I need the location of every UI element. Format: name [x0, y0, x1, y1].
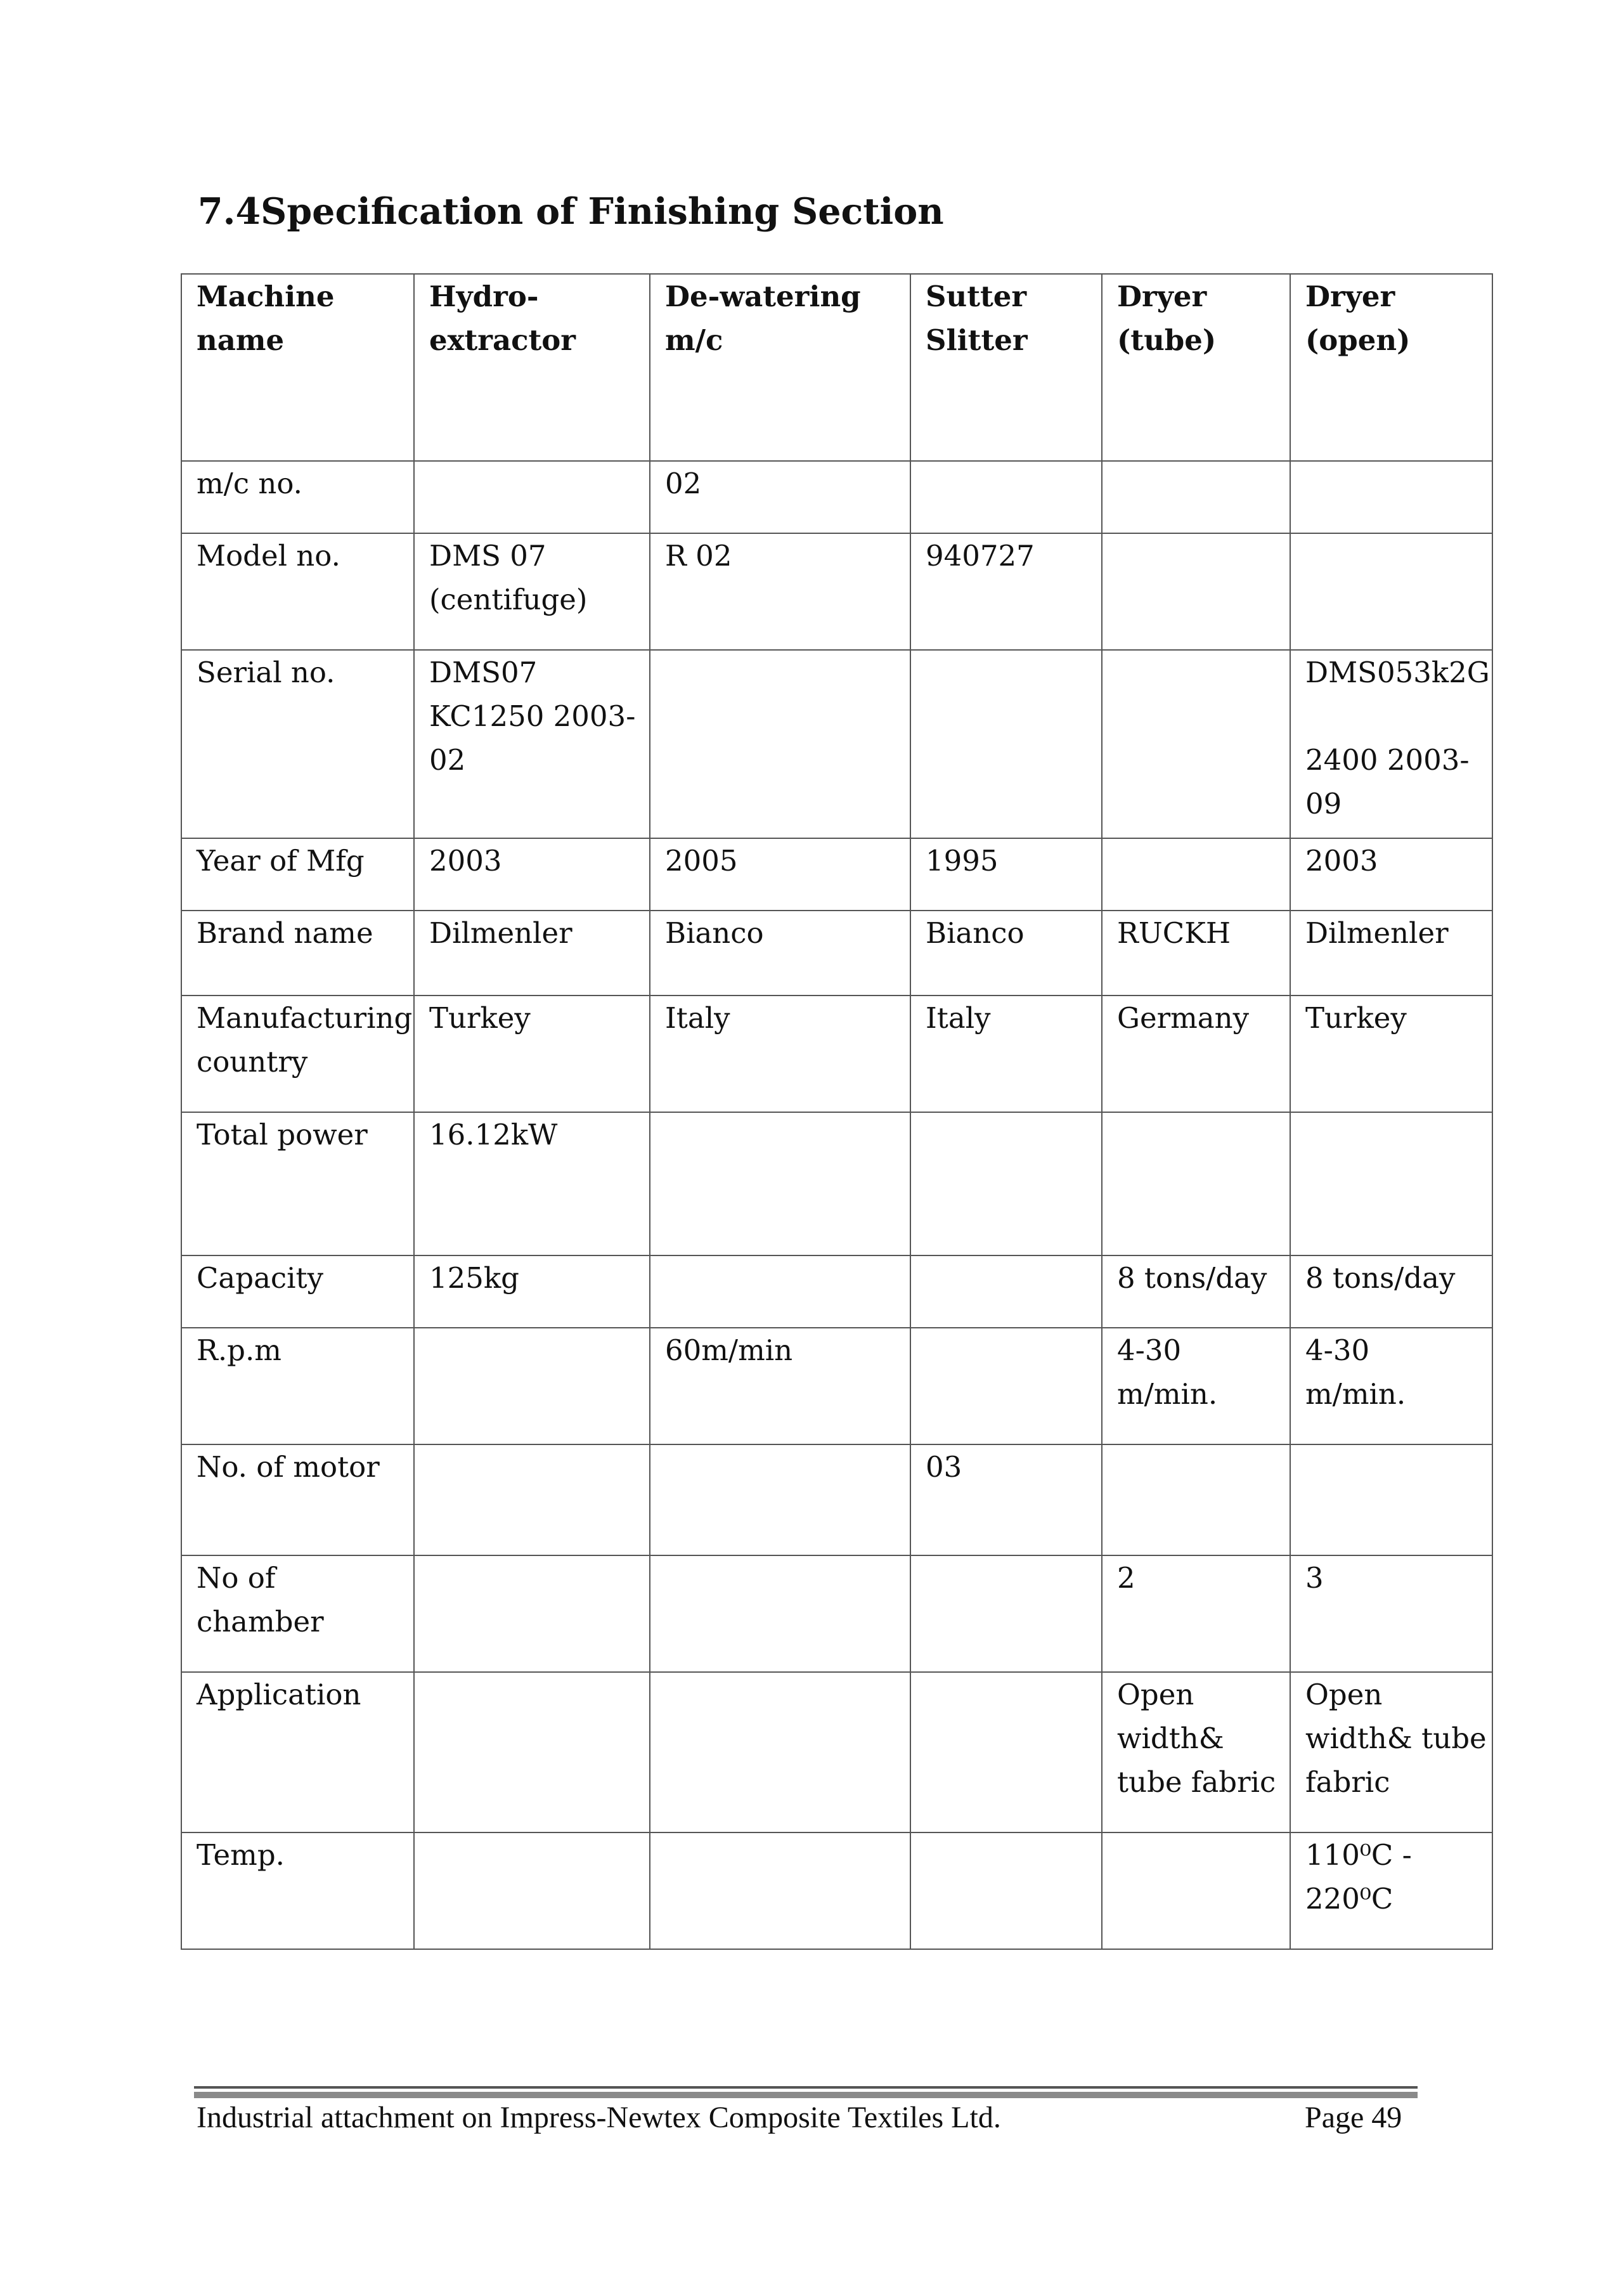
row-label-cell: Temp. [181, 1832, 414, 1949]
row-label-cell: Brand name [181, 911, 414, 996]
page-number: Page 49 [1305, 2101, 1402, 2134]
row-label-cell: Serial no. [181, 650, 414, 838]
table-cell [910, 461, 1102, 533]
table-cell: DMS07 KC1250 2003- 02 [414, 650, 650, 838]
table-row [181, 461, 1492, 533]
table-cell [1102, 461, 1290, 533]
table-cell: Germany [1102, 996, 1290, 1112]
table-row [181, 533, 1492, 650]
table-cell [414, 1328, 650, 1444]
table-cell: 8 tons/day [1290, 1255, 1492, 1328]
table-row [181, 1555, 1492, 1672]
table-cell: 03 [910, 1444, 1102, 1555]
table-cell: 8 tons/day [1102, 1255, 1290, 1328]
table-cell [910, 1555, 1102, 1672]
table-cell: 2003 [414, 838, 650, 911]
table-cell [1290, 1112, 1492, 1255]
table-cell: 940727 [910, 533, 1102, 650]
table-cell: Turkey [414, 996, 650, 1112]
table-cell: Bianco [650, 911, 910, 996]
header-cell: De-watering m/c [650, 274, 910, 461]
header-cell: Hydro- extractor [414, 274, 650, 461]
row-label-cell: Capacity [181, 1255, 414, 1328]
table-row [181, 996, 1492, 1112]
table-cell: 110⁰C - 220⁰C [1290, 1832, 1492, 1949]
table-cell [1102, 838, 1290, 911]
table-cell: 16.12kW [414, 1112, 650, 1255]
table-cell: 02 [650, 461, 910, 533]
table-cell [650, 1444, 910, 1555]
table-row [181, 1444, 1492, 1555]
table-cell: DMS053k2G 2400 2003- 09 [1290, 650, 1492, 838]
table-cell [910, 1112, 1102, 1255]
footer-text: Industrial attachment on Impress-Newtex Composite Textiles Ltd. [197, 2101, 1001, 2134]
header-cell: Dryer (open) [1290, 274, 1492, 461]
row-label-cell: Model no. [181, 533, 414, 650]
table-cell: Italy [910, 996, 1102, 1112]
table-cell: 2005 [650, 838, 910, 911]
table-cell: Turkey [1290, 996, 1492, 1112]
table-cell [910, 650, 1102, 838]
table-cell [414, 1832, 650, 1949]
table-cell [650, 1555, 910, 1672]
table-cell: 3 [1290, 1555, 1492, 1672]
table-cell [1102, 650, 1290, 838]
table-cell: Open width& tube fabric [1290, 1672, 1492, 1832]
table-cell [1102, 1112, 1290, 1255]
footer-divider [194, 2086, 1418, 2089]
table-cell [1290, 461, 1492, 533]
table-cell: 4-30 m/min. [1102, 1328, 1290, 1444]
table-cell: DMS 07 (centifuge) [414, 533, 650, 650]
table-cell: 125kg [414, 1255, 650, 1328]
row-label-cell: Total power [181, 1112, 414, 1255]
table-cell: R 02 [650, 533, 910, 650]
table-cell: 4-30 m/min. [1290, 1328, 1492, 1444]
row-label-cell: Year of Mfg [181, 838, 414, 911]
row-label-cell: Application [181, 1672, 414, 1832]
footer-divider-thick [194, 2092, 1418, 2098]
specification-table [181, 273, 1493, 1950]
table-row [181, 650, 1492, 838]
table-cell [414, 1444, 650, 1555]
page-title: 7.4Specification of Finishing Section [198, 190, 944, 233]
table-cell [650, 650, 910, 838]
table-cell [910, 1328, 1102, 1444]
header-cell: Sutter Slitter [910, 274, 1102, 461]
table-cell: Dilmenler [414, 911, 650, 996]
table-cell [650, 1832, 910, 1949]
table-cell: RUCKH [1102, 911, 1290, 996]
table-cell [910, 1672, 1102, 1832]
table-cell: Bianco [910, 911, 1102, 996]
row-label-cell: R.p.m [181, 1328, 414, 1444]
table-row [181, 1255, 1492, 1328]
table-row [181, 911, 1492, 996]
table-header-row [181, 274, 1492, 461]
table-cell [1290, 1444, 1492, 1555]
row-label-cell: m/c no. [181, 461, 414, 533]
table-cell [1102, 533, 1290, 650]
table-cell: 2003 [1290, 838, 1492, 911]
table-cell [650, 1112, 910, 1255]
header-cell: Dryer (tube) [1102, 274, 1290, 461]
row-label-cell: Manufacturing country [181, 996, 414, 1112]
table-cell [1290, 533, 1492, 650]
table-cell: Dilmenler [1290, 911, 1492, 996]
table-cell [650, 1672, 910, 1832]
table-cell: Italy [650, 996, 910, 1112]
table-row [181, 1328, 1492, 1444]
row-label-cell: No of chamber [181, 1555, 414, 1672]
table-cell [910, 1832, 1102, 1949]
table-cell [414, 461, 650, 533]
table-cell: 60m/min [650, 1328, 910, 1444]
table-row [181, 1672, 1492, 1832]
table-cell [414, 1672, 650, 1832]
table-cell: 2 [1102, 1555, 1290, 1672]
table-cell: Open width& tube fabric [1102, 1672, 1290, 1832]
table-row [181, 1112, 1492, 1255]
table-cell [414, 1555, 650, 1672]
table-cell [910, 1255, 1102, 1328]
table-cell [1102, 1444, 1290, 1555]
table-row [181, 838, 1492, 911]
header-cell: Machine name [181, 274, 414, 461]
table-cell [650, 1255, 910, 1328]
table-cell [1102, 1832, 1290, 1949]
row-label-cell: No. of motor [181, 1444, 414, 1555]
table-row [181, 1832, 1492, 1949]
table-cell: 1995 [910, 838, 1102, 911]
